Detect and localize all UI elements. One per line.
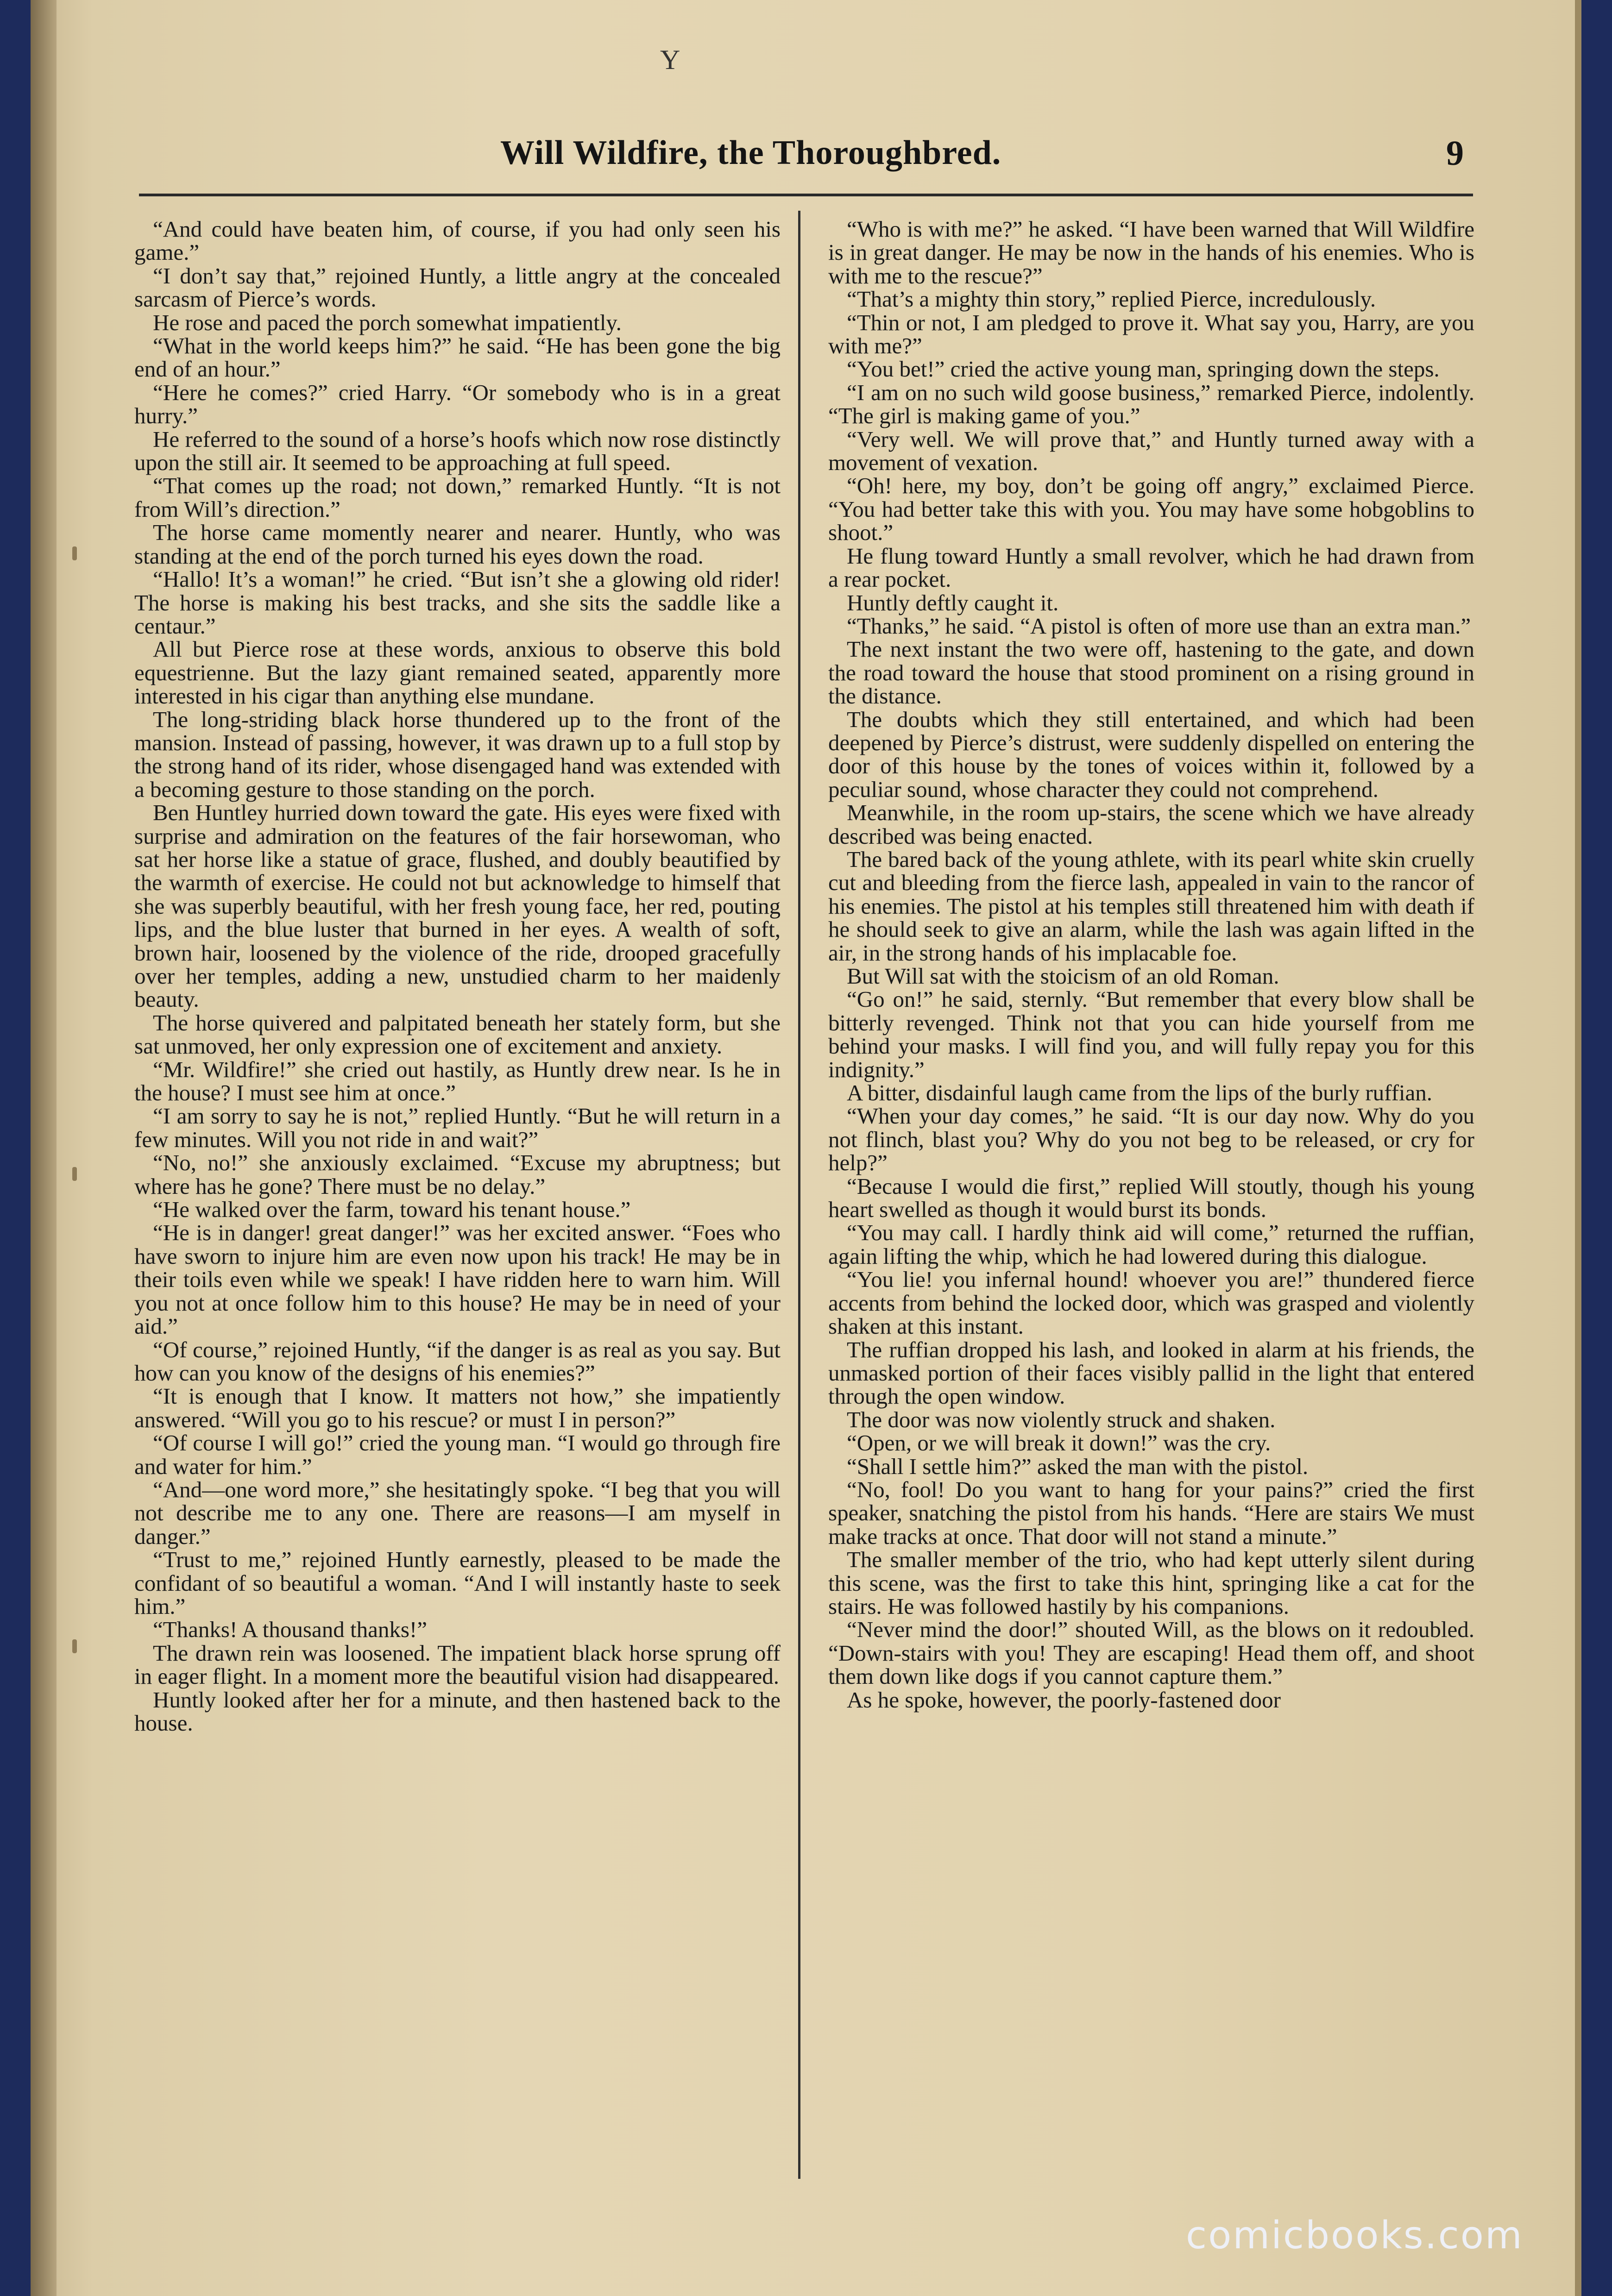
paragraph: The horse quivered and palpitated beneath her stately form, but she sat unmoved, her only expression one of excitement and anxiety. bbox=[134, 1010, 781, 1059]
paragraph: “Thanks,” he said. “A pistol is often of more use than an extra man.” bbox=[847, 613, 1471, 639]
paragraph: The long-striding black horse thundered up to the front of the mansion. Instead of passing, however, it was drawn up to a full stop by the strong hand of its rider, whose disengaged hand was extended with a becoming gesture to those standing on the porch. bbox=[134, 706, 781, 802]
paragraph: “No, no!” she anxiously exclaimed. “Excuse my abruptness; but where has he gone? There must be no delay.” bbox=[134, 1150, 781, 1199]
column-divider bbox=[798, 211, 800, 2179]
paragraph: The smaller member of the trio, who had kept utterly silent during this scene, was the first to take this hint, springing like a cat for the stairs. He was followed hastily by his companions. bbox=[828, 1547, 1474, 1619]
paragraph: “Shall I settle him?” asked the man with the pistol. bbox=[847, 1453, 1309, 1479]
paragraph: “That’s a mighty thin story,” replied Pierce, incredulously. bbox=[847, 286, 1376, 312]
page-edge bbox=[1575, 0, 1581, 2296]
paragraph: “Go on!” he said, sternly. “But remember that every blow shall be bitterly revenged. Think not that you can hide yourself from me behind your masks. I will find you, and will fully repay you for this indignity.” bbox=[828, 986, 1474, 1082]
paragraph: “Mr. Wildfire!” she cried out hastily, as Huntly drew near. Is he in the house? I must see him at once.” bbox=[134, 1056, 781, 1106]
paragraph: “It is enough that I know. It matters not how,” she impatiently answered. “Will you go to his rescue? or must I in person?” bbox=[134, 1383, 781, 1432]
paragraph: Meanwhile, in the room up-stairs, the scene which we have already described was being enacted. bbox=[828, 800, 1474, 849]
paragraph: “I am on no such wild goose business,” remarked Pierce, indolently. “The girl is making game of you.” bbox=[828, 379, 1474, 429]
paragraph: The horse came momently nearer and nearer. Huntly, who was standing at the end of the porch turned his eyes down the road. bbox=[134, 520, 781, 569]
paragraph: The bared back of the young athlete, with its pearl white skin cruelly cut and bleeding from the fierce lash, appealed in vain to the rancor of his enemies. The pistol at his temples still threatened him with death if he should seek to give an alarm, while the lash was again lifted in the air, in the strong hands of his implacable foe. bbox=[828, 846, 1474, 966]
page-number: 9 bbox=[1446, 134, 1464, 173]
paragraph: “Oh! here, my boy, don’t be going off angry,” exclaimed Pierce. “You had better take this with you. You may have some hobgoblins to shoot.” bbox=[828, 473, 1474, 546]
watermark: comicbooks.com bbox=[1186, 2214, 1524, 2258]
binding-stitch bbox=[72, 546, 77, 560]
paragraph: The drawn rein was loosened. The impatient black horse sprung off in eager flight. In a moment more the beautiful vision had disappeared. bbox=[134, 1640, 781, 1689]
paragraph: “Thanks! A thousand thanks!” bbox=[153, 1617, 427, 1643]
paragraph: “Who is with me?” he asked. “I have been warned that Will Wildfire is in great danger. He may be now in the hands of his enemies. Who is with me to the rescue?” bbox=[828, 218, 1474, 289]
paragraph: “You lie! you infernal hound! whoever you are!” thundered fierce accents from behind the locked door, which was grasped and violently shaken at this instant. bbox=[828, 1267, 1474, 1339]
paragraph: “When your day comes,” he said. “It is our day now. Why do you not flinch, blast you? Why do you not beg to be released, or cry for help?” bbox=[828, 1103, 1474, 1176]
paragraph: “Because I would die first,” replied Will stoutly, though his young heart swelled as though it would burst its bonds. bbox=[828, 1173, 1474, 1223]
running-title: Will Wildfire, the Thoroughbred. bbox=[500, 134, 1001, 172]
paragraph: Ben Huntley hurried down toward the gate. His eyes were fixed with surprise and admiration on the features of the fair horsewoman, who sat her horse like a statue of grace, flushed, and doubly beautified by the warmth of exercise. He could not but acknowledge to himself that she was superbly beautiful, with her fresh young face, her red, pouting lips, and the blue luster that burned in her eyes. A wealth of soft, brown hair, loosened by the violence of the ride, drooped gracefully over her temples, adding a new, unstudied charm to her maidenly beauty. bbox=[134, 800, 781, 1012]
paragraph: “Hallo! It’s a woman!” he cried. “But isn’t she a glowing old rider! The horse is making his best tracks, and she sits the saddle like a centaur.” bbox=[134, 566, 781, 639]
paragraph: “You may call. I hardly think aid will come,” returned the ruffian, again lifting the whip, which he had lowered during this dialogue. bbox=[828, 1220, 1474, 1269]
paragraph: He flung toward Huntly a small revolver, which he had drawn from a rear pocket. bbox=[828, 543, 1474, 592]
paragraph: “Very well. We will prove that,” and Huntly turned away with a movement of vexation. bbox=[828, 426, 1474, 476]
paragraph: “That comes up the road; not down,” remarked Huntly. “It is not from Will’s direction.” bbox=[134, 473, 781, 522]
binding-stitch bbox=[72, 1639, 77, 1653]
paragraph: “What in the world keeps him?” he said. “He has been gone the big end of an hour.” bbox=[134, 333, 781, 382]
binding-gutter bbox=[31, 0, 57, 2296]
paragraph: “No, fool! Do you want to hang for your pains?” cried the first speaker, snatching the pistol from his hands. “Here are stairs We must make tracks at once. That door will not stand a minute.” bbox=[828, 1476, 1474, 1549]
paragraph: “Never mind the door!” shouted Will, as the blows on it redoubled. “Down-stairs with you! They are escaping! Head them off, and shoot them down like dogs if you cannot capture them.” bbox=[828, 1617, 1474, 1689]
paragraph: As he spoke, however, the poorly-fastened door bbox=[847, 1687, 1281, 1713]
paragraph: The next instant the two were off, hastening to the gate, and down the road toward the house that stood prominent on a rising ground in the distance. bbox=[828, 636, 1474, 709]
paragraph: Huntly looked after her for a minute, and then hastened back to the house. bbox=[134, 1687, 781, 1736]
paragraph: “I don’t say that,” rejoined Huntly, a little angry at the concealed sarcasm of Pierce’s words. bbox=[134, 263, 781, 312]
paragraph: “I am sorry to say he is not,” replied Huntly. “But he will return in a few minutes. Will you not ride in and wait?” bbox=[134, 1103, 781, 1152]
paragraph: A bitter, disdainful laugh came from the lips of the burly ruffian. bbox=[847, 1080, 1433, 1106]
paragraph: “You bet!” cried the active young man, springing down the steps. bbox=[847, 356, 1440, 382]
header-rule bbox=[139, 194, 1473, 196]
paragraph: “Of course I will go!” cried the young man. “I would go through fire and water for him.” bbox=[134, 1430, 781, 1479]
paragraph: “And could have beaten him, of course, if you had only seen his game.” bbox=[134, 218, 781, 265]
paragraph: “Trust to me,” rejoined Huntly earnestly, pleased to be made the confidant of so beautiful a woman. “And I will instantly haste to seek him.” bbox=[134, 1547, 781, 1619]
paragraph: He rose and paced the porch somewhat impatiently. bbox=[153, 309, 622, 335]
paragraph: “Open, or we will break it down!” was the cry. bbox=[847, 1430, 1271, 1456]
paragraph: “Of course,” rejoined Huntly, “if the danger is as real as you say. But how can you know of the designs of his enemies?” bbox=[134, 1336, 781, 1386]
binding-stitch bbox=[72, 1167, 77, 1181]
paragraph: He referred to the sound of a horse’s hoofs which now rose distinctly upon the still air. It seemed to be approaching at full speed. bbox=[134, 426, 781, 476]
running-header bbox=[139, 133, 1473, 184]
paragraph: “And—one word more,” she hesitatingly spoke. “I beg that you will not describe me to any one. There are reasons—I am myself in danger.” bbox=[134, 1476, 781, 1549]
left-text-column bbox=[134, 218, 781, 2177]
paragraph: The ruffian dropped his lash, and looked in alarm at his friends, the unmasked portion of their faces visibly pallid in the light that entered through the open window. bbox=[828, 1336, 1474, 1409]
paragraph: All but Pierce rose at these words, anxious to observe this bold equestrienne. But the lazy giant remained seated, apparently more interested in his cigar than anything else mundane. bbox=[134, 636, 781, 709]
paragraph: The door was now violently struck and shaken. bbox=[847, 1406, 1276, 1432]
paragraph: Huntly deftly caught it. bbox=[847, 590, 1059, 615]
paragraph: “Here he comes?” cried Harry. “Or somebody who is in a great hurry.” bbox=[134, 379, 781, 429]
paragraph: “He walked over the farm, toward his tenant house.” bbox=[153, 1197, 631, 1223]
paragraph: “He is in danger! great danger!” was her excited answer. “Foes who have sworn to injure him are even now upon his track! He may be in their toils even while we speak! I have ridden here to warn him. Will you not at once follow him to this house? He may be in need of your aid.” bbox=[134, 1220, 781, 1339]
paragraph: But Will sat with the stoicism of an old Roman. bbox=[847, 963, 1279, 989]
paragraph: “Thin or not, I am pledged to prove it. What say you, Harry, are you with me?” bbox=[828, 309, 1474, 359]
right-text-column bbox=[828, 218, 1474, 2177]
paragraph: The doubts which they still entertained, and which had been deepened by Pierce’s distrust, were suddenly dispelled on entering the door of this house by the tones of voices within it, followed by a peculiar sound, whose character they could not comprehend. bbox=[828, 706, 1474, 802]
page-mark: Y bbox=[660, 44, 680, 75]
